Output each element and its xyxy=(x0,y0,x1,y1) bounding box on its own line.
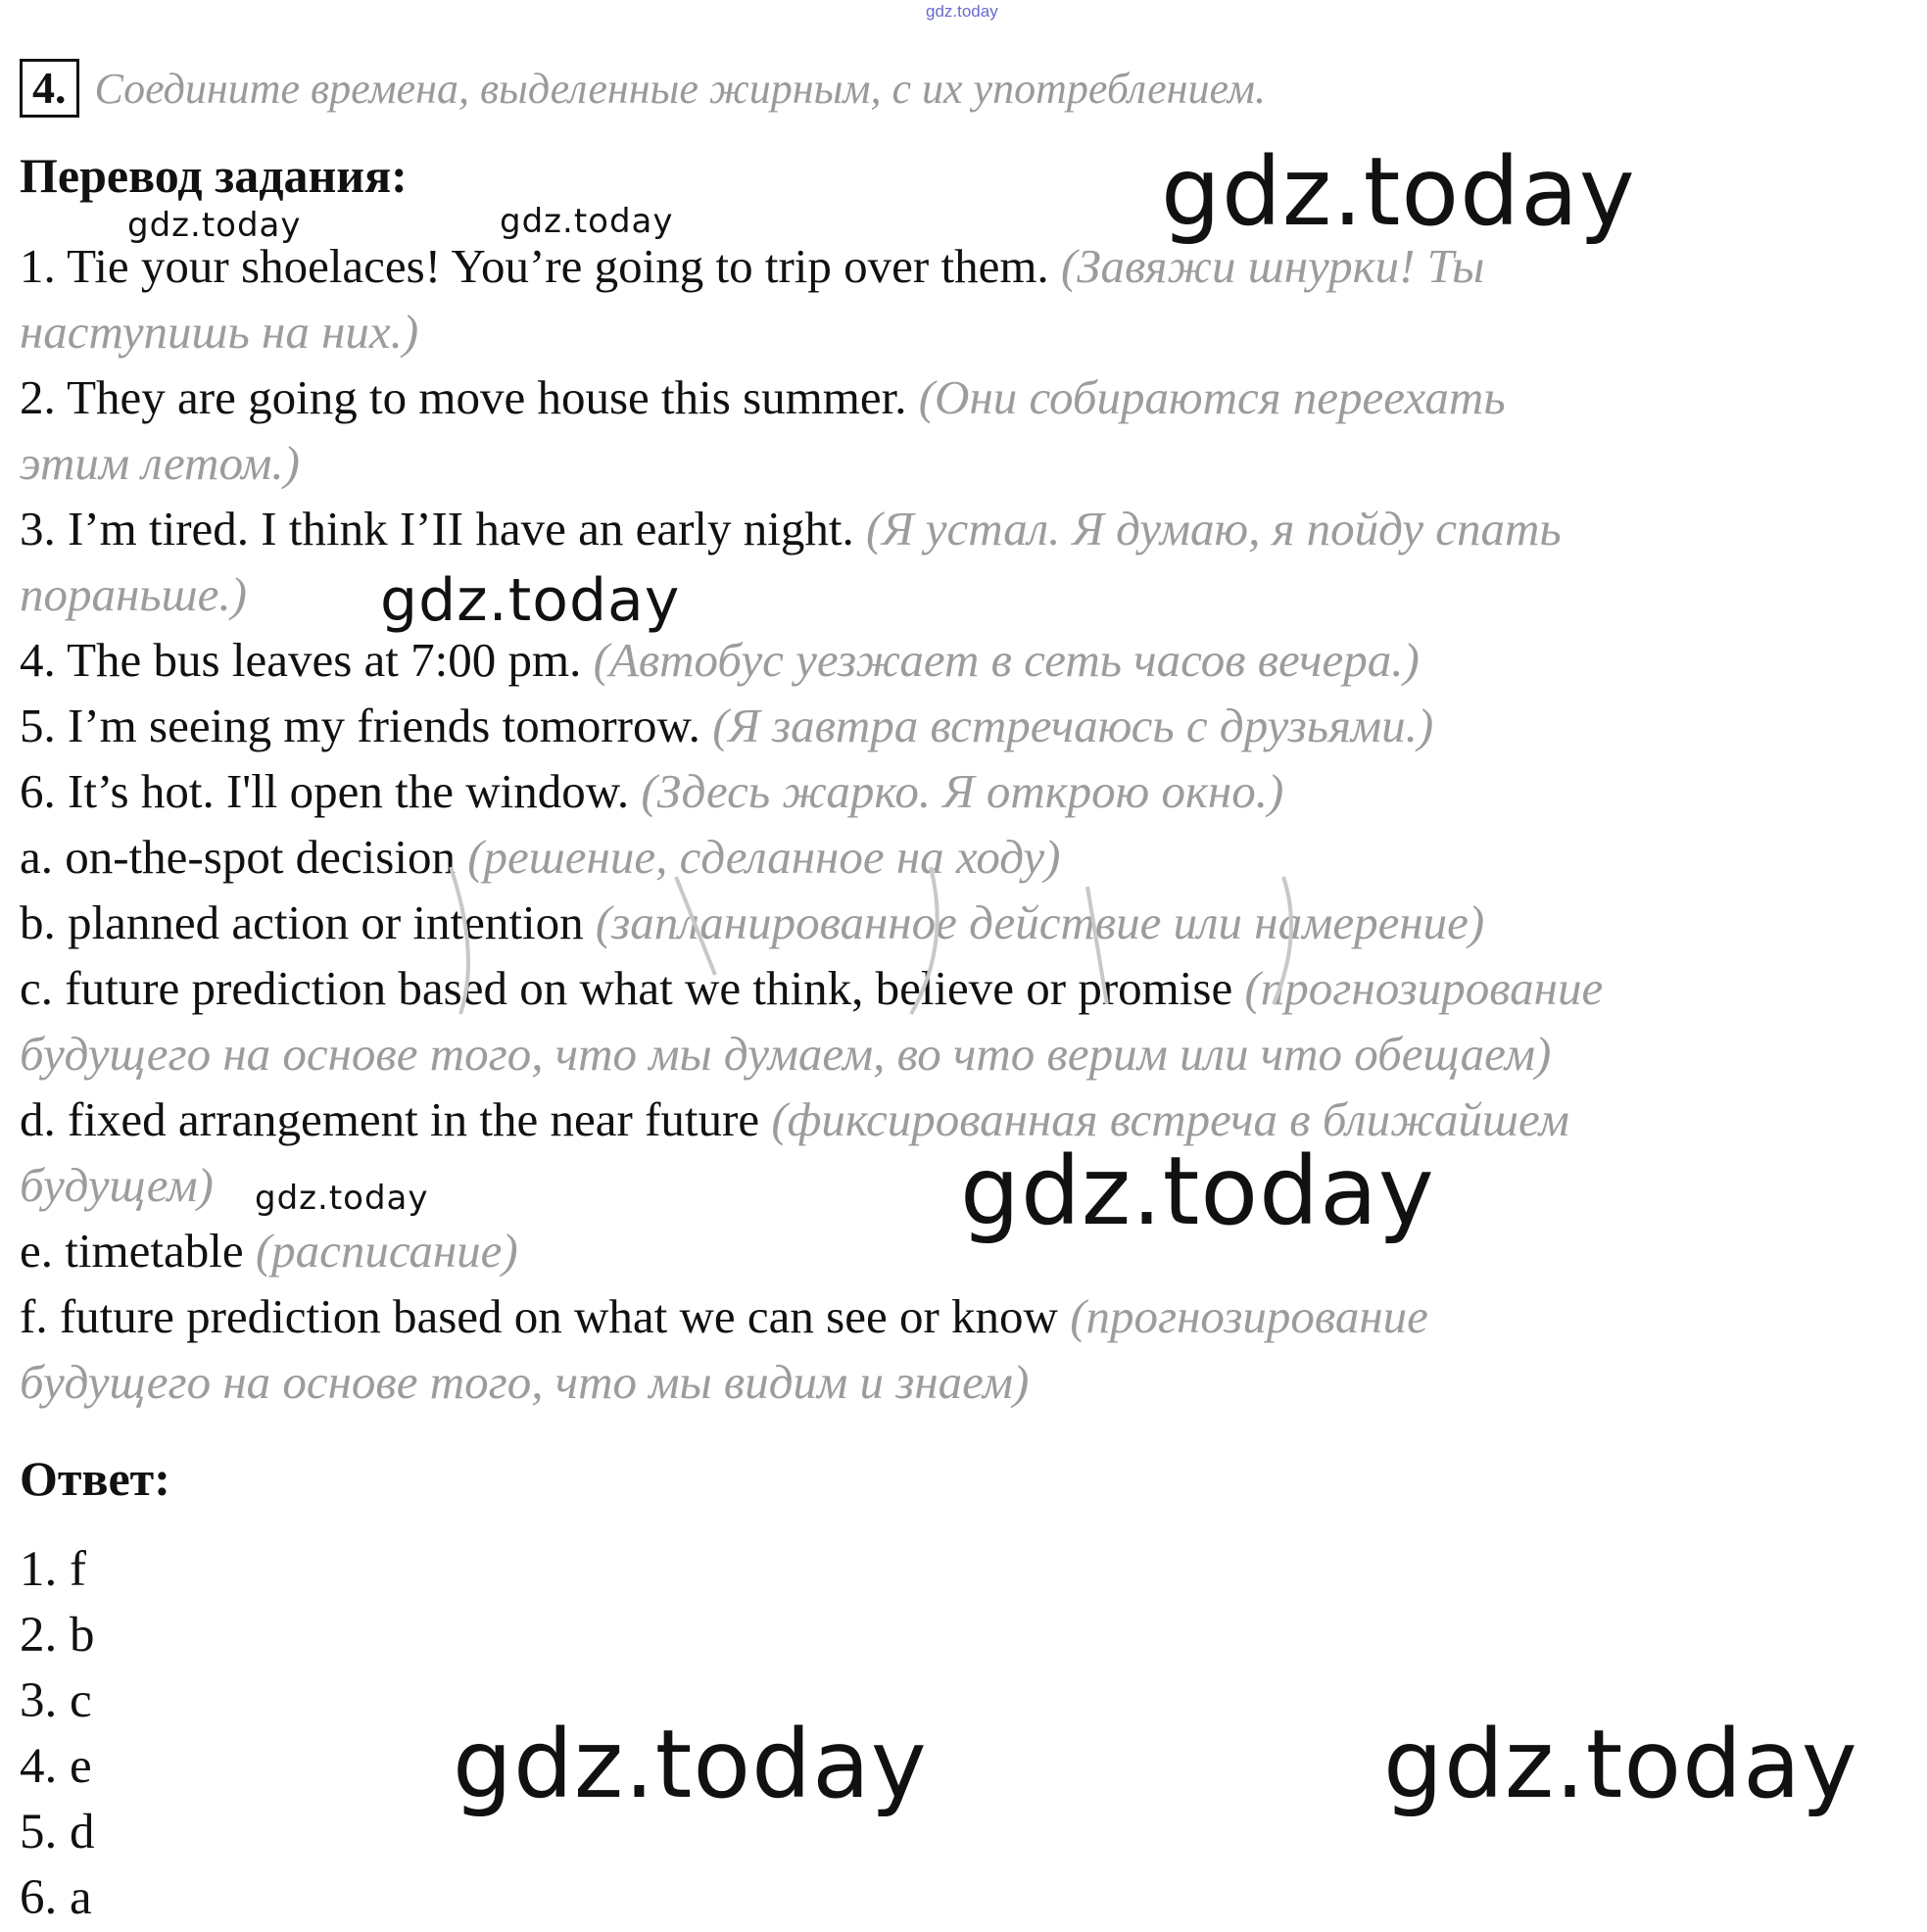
top-watermark: gdz.today xyxy=(926,2,998,21)
english-text: 4. The bus leaves at 7:00 pm. xyxy=(20,633,582,687)
russian-translation: (Я устал. Я думаю, я пойду спать xyxy=(866,502,1562,555)
russian-translation: (решение, сделанное на ходу) xyxy=(467,830,1061,884)
english-text: 1. Tie your shoelaces! You’re going to trip over them. xyxy=(20,239,1049,293)
usage-line xyxy=(20,894,1484,952)
answer-item: 5. d xyxy=(20,1805,95,1860)
answer-item: 6. a xyxy=(20,1870,92,1925)
translation-continuation: будущего на основе того, что мы думаем, во что верим или что обещаем) xyxy=(20,1027,1552,1081)
english-text: a. on-the-spot decision xyxy=(20,830,456,884)
russian-translation: (Они собираются переехать xyxy=(918,370,1506,424)
answer-item: 3. c xyxy=(20,1673,92,1728)
watermark: gdz.today xyxy=(960,1136,1435,1246)
watermark: gdz.today xyxy=(453,1710,928,1819)
task-header xyxy=(20,57,1266,120)
exercise-line xyxy=(20,500,1562,558)
translation-continuation: наступишь на них.) xyxy=(20,305,419,359)
exercise-line xyxy=(20,631,1420,690)
answer-item: 2. b xyxy=(20,1608,95,1663)
english-text: b. planned action or intention xyxy=(20,895,584,949)
watermark: gdz.today xyxy=(1383,1710,1858,1819)
translation-continuation: пораньше.) xyxy=(20,567,247,621)
russian-translation: (Здесь жарко. Я открою окно.) xyxy=(641,764,1284,818)
translation-heading: Перевод задания: xyxy=(20,148,408,203)
usage-line xyxy=(20,959,1603,1018)
exercise-line xyxy=(20,368,1506,427)
answer-heading: Ответ: xyxy=(20,1451,170,1506)
translation-continuation: будущего на основе того, что мы видим и знаем) xyxy=(20,1355,1030,1409)
watermark: gdz.today xyxy=(500,202,674,241)
russian-translation: (прогнозирование xyxy=(1244,961,1604,1015)
english-text: d. fixed arrangement in the near future xyxy=(20,1092,760,1146)
watermark: gdz.today xyxy=(1161,137,1636,247)
translation-continuation: будущем) xyxy=(20,1158,214,1212)
russian-translation: (Завяжи шнурки! Ты xyxy=(1060,239,1485,293)
english-text: 5. I’m seeing my friends tomorrow. xyxy=(20,699,700,752)
translation-continuation: этим летом.) xyxy=(20,436,300,490)
russian-translation: (расписание) xyxy=(255,1224,518,1278)
watermark: gdz.today xyxy=(380,566,681,635)
exercise-line xyxy=(20,697,1433,755)
english-text: 6. It’s hot. I'll open the window. xyxy=(20,764,630,818)
english-text: c. future prediction based on what we think, believe or promise xyxy=(20,961,1233,1015)
usage-line xyxy=(20,1287,1428,1346)
answer-item: 1. f xyxy=(20,1542,86,1597)
russian-translation: (Я завтра встречаюсь с друзьями.) xyxy=(712,699,1434,752)
english-text: 3. I’m tired. I think I’II have an early night. xyxy=(20,502,854,555)
task-instruction: Соедините времена, выделенные жирным, с их употреблением. xyxy=(94,64,1266,113)
russian-translation: (прогнозирование xyxy=(1070,1289,1428,1343)
usage-line xyxy=(20,828,1061,887)
exercise-line xyxy=(20,762,1283,821)
russian-translation: (запланированное действие или намерение) xyxy=(595,895,1485,949)
english-text: 2. They are going to move house this summer. xyxy=(20,370,907,424)
usage-line xyxy=(20,1222,518,1280)
watermark: gdz.today xyxy=(255,1179,429,1218)
english-text: f. future prediction based on what we can see or know xyxy=(20,1289,1058,1343)
english-text: e. timetable xyxy=(20,1224,244,1278)
answer-item: 4. e xyxy=(20,1739,92,1794)
task-number: 4. xyxy=(20,59,79,118)
russian-translation: (фиксированная встреча в ближайшем xyxy=(771,1092,1569,1146)
watermark: gdz.today xyxy=(127,206,302,245)
russian-translation: (Автобус уезжает в сеть часов вечера.) xyxy=(593,633,1420,687)
